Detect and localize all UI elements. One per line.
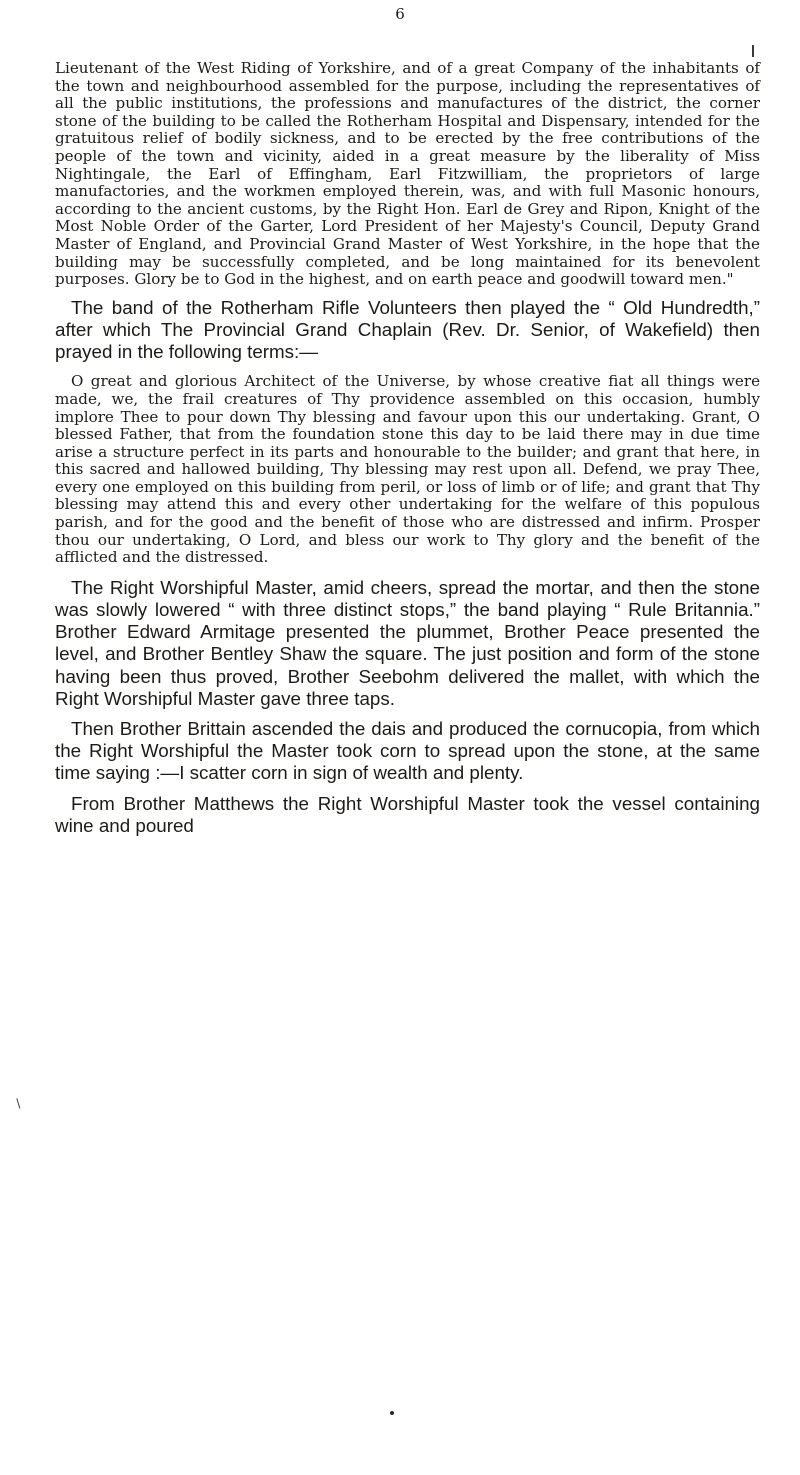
paragraph-laying-of-stone: The Right Worshipful Master, amid cheers, spread the mortar, and then the stone was slowly lowered “ with three distinct stops,” the band playing “ Rule Britannia.” Brother Edward Armitage presented the plummet, Brother Peace presented the level, and Brother Bentley Shaw the square. The just position and form of the stone having been thus proved, Brother Seebohm delivered the mallet, with which the Right Worshipful Master gave three taps.: [55, 576, 760, 709]
paragraph-band-and-chaplain: The band of the Rotherham Rifle Volunteers then played the “ Old Hundredth,” after which The Provincial Grand Chaplain (Rev. Dr. Senior, of Wakefield) then prayed in the following terms:—: [55, 296, 760, 363]
paragraph-prayer: O great and glorious Architect of the Universe, by whose creative fiat all things were made, we, the frail creatures of Thy providence assembled on this occasion, humbly implore Thee to pour down Thy blessing and favour upon this our undertaking. Grant, O blessed Father, that from the foundation stone this day to be laid there may in due time arise a structure perfect in its parts and honourable to the builder; and grant that here, in this sacred and hallowed building, Thy blessing may rest upon all. Defend, we pray Thee, every one employed on this building from peril, or loss of limb or of life; and grant that Thy blessing may attend this and every other undertaking for the welfare of this populous parish, and for the good and the benefit of those who are distressed and infirm. Prosper thou our undertaking, O Lord, and bless our work to Thy glory and the benefit of the afflicted and the distressed.: [55, 372, 760, 567]
page-number: 6: [395, 5, 405, 23]
margin-tick-mark: ∖: [14, 1097, 22, 1111]
paragraph-wine: From Brother Matthews the Right Worshipful Master took the vessel containing wine and poured: [55, 792, 760, 836]
paragraph-cornucopia: Then Brother Brittain ascended the dais and produced the cornucopia, from which the Right Worshipful the Master took corn to spread upon the stone, at the same time saying :—I scatter corn in sign of wealth and plenty.: [55, 718, 760, 784]
margin-mark: [752, 45, 754, 57]
bottom-dot-mark: [390, 1411, 394, 1415]
paragraph-inscription-end: Lieutenant of the West Riding of Yorkshire, and of a great Company of the inhabitants of the town and neighbourhood assembled for the purpose, including the representatives of all the public institutions, the professions and manufactures of the district, the corner stone of the building to be called the Rotherham Hospital and Dispensary, intended for the gratuitous relief of bodily sickness, and to be erected by the free contributions of the people of the town and vicinity, aided in a great measure by the liberality of Miss Nightingale, the Earl of Effingham, Earl Fitzwilliam, the proprietors of large manufactories, and the workmen employed therein, was, and with full Masonic honours, according to the ancient customs, by the Right Hon. Earl de Grey and Ripon, Knight of the Most Noble Order of the Garter, Lord President of her Majesty's Council, Deputy Grand Master of England, and Provincial Grand Master of West Yorkshire, in the hope that the building may be successfully completed, and be long maintained for its benevolent purposes. Glory be to God in the highest, and on earth peace and goodwill toward men.": [55, 59, 760, 289]
